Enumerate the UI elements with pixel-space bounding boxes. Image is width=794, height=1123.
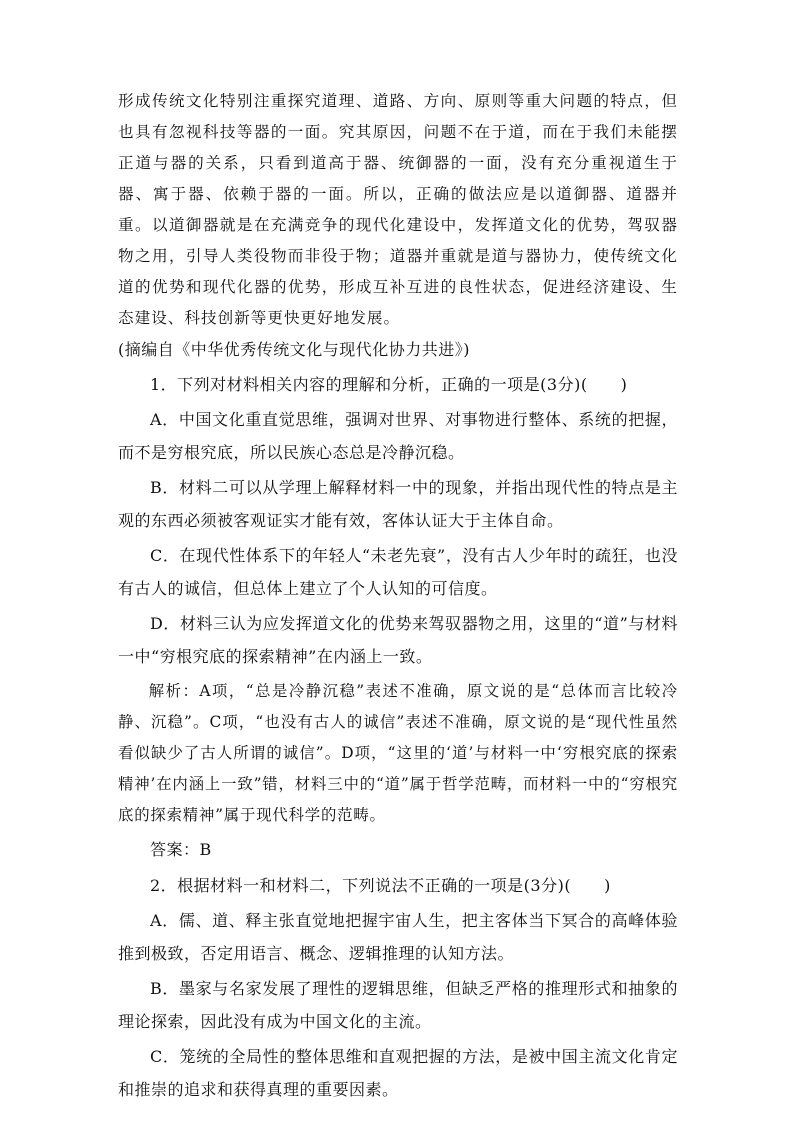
- question-2-option-c: C．笼统的全局性的整体思维和直观把握的方法，是被中国主流文化肯定和推崇的追求和获得真理的重要因素。: [118, 1047, 678, 1099]
- question-1-option-d: D．材料三认为应发挥道文化的优势来驾驭器物之用，这里的“道”与材料一中“穷根究底的探索精神”在内涵上一致。: [118, 614, 678, 666]
- question-1-option-b: B．材料二可以从学理上解释材料一中的现象，并指出现代性的特点是主观的东西必须被客观证实才能有效，客体认证大于主体自命。: [118, 478, 678, 530]
- question-1-stem: 1．下列对材料相关内容的理解和分析，正确的一项是(3分)( ): [150, 375, 628, 394]
- document-page: [118, 86, 678, 1106]
- question-1-analysis: 解析：A项，“总是冷静沉稳”表述不准确，原文说的是“总体而言比较冷静、沉稳”。C项，“也没有古人的诚信”表述不准确，原文说的是“现代性虽然看似缺少了古人所谓的诚信”。D项，“这里的‘道’与材料一中‘穷根究底的探索精神’在内涵上一致”错，材料三中的“道”属于哲学范畴，而材料一中的“穷根究底的探索精神”属于现代科学的范畴。: [118, 682, 678, 824]
- question-2: [118, 869, 678, 1106]
- question-1-option-a: A．中国文化重直觉思维，强调对世界、对事物进行整体、系统的把握，而不是穷根究底，所以民族心态总是冷静沉稳。: [118, 410, 678, 462]
- question-2-stem: 2．根据材料一和材料二，下列说法不正确的一项是(3分)( ): [150, 876, 611, 895]
- material-paragraph: 形成传统文化特别注重探究道理、道路、方向、原则等重大问题的特点，但也具有忽视科技等器的一面。究其原因，问题不在于道，而在于我们未能摆正道与器的关系，只看到道高于器、统御器的一面，没有充分重视道生于器、寓于器、依赖于器的一面。所以，正确的做法应是以道御器、道器并重。以道御器就是在充满竞争的现代化建设中，发挥道文化的优势，驾驭器物之用，引导人类役物而非役于物；道器并重就是道与器协力，使传统文化道的优势和现代化器的优势，形成互补互进的良性状态，促进经济建设、生态建设、科技创新等更快更好地发展。: [118, 92, 678, 327]
- source-citation: (摘编自《中华优秀传统文化与现代化协力共进》): [118, 340, 470, 359]
- question-1-answer: 答案：B: [150, 840, 212, 859]
- question-1: [118, 368, 678, 866]
- question-1-option-c: C．在现代性体系下的年轻人“未老先衰”，没有古人少年时的疏狂，也没有古人的诚信，但总体上建立了个人认知的可信度。: [118, 546, 678, 598]
- question-2-option-b: B．墨家与名家发展了理性的逻辑思维，但缺乏严格的推理形式和抽象的理论探索，因此没有成为中国文化的主流。: [118, 979, 678, 1031]
- question-2-option-a: A．儒、道、释主张直觉地把握宇宙人生，把主客体当下冥合的高峰体验推到极致，否定用语言、概念、逻辑推理的认知方法。: [118, 911, 678, 963]
